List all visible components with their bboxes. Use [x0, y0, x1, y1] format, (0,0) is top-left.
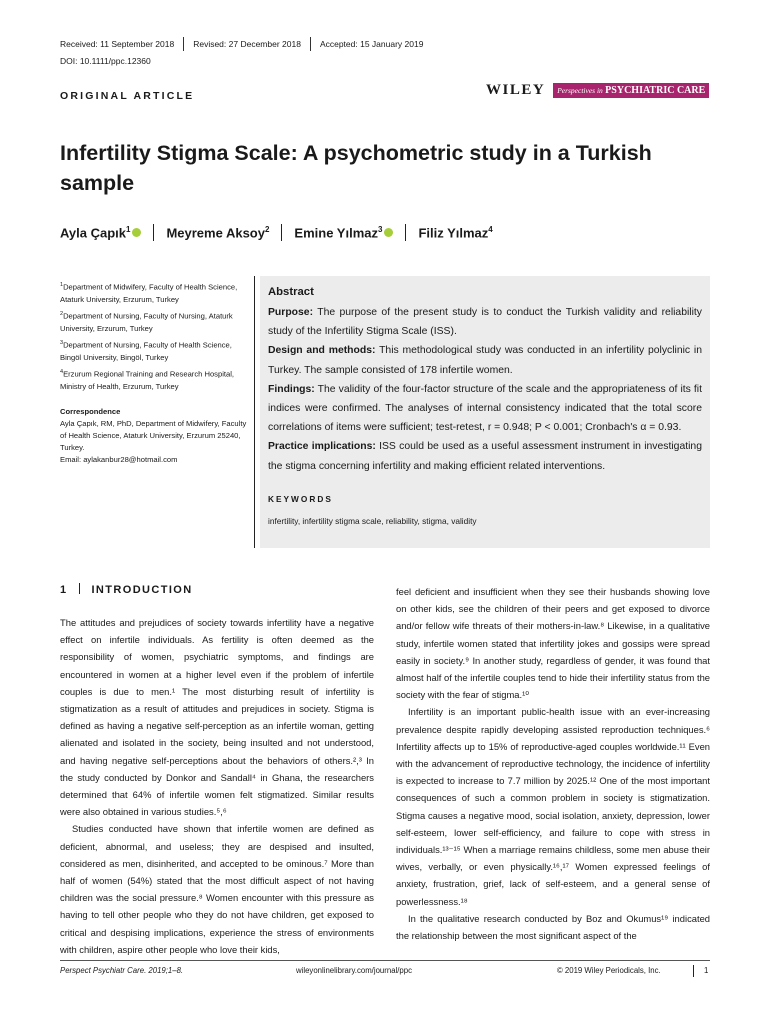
correspondence [60, 406, 250, 466]
paragraph: Studies conducted have shown that infertile women are defined as deficient, abnormal, and useless; they are despised and insulted, considered as men, disinherited, and accepted to be ominous.⁷ More than half of women (54%) stated that the most difficult aspect of not having children was the social pressure.⁸ Women encounter with this pressure as having to tell other people who they do not have children, get exposed to critical and despising implications, experience the stress of environments with children, aspire other people who love their kids, [60, 823, 374, 955]
divider [183, 37, 184, 51]
article-title: Infertility Stigma Scale: A psychometric study in a Turkish sample [60, 141, 652, 195]
abstract-box [260, 276, 710, 548]
paragraph: The attitudes and prejudices of society towards infertility have a negative effect on infertile individuals. As fertility is often deemed as the responsibility of women, psychiatric symptoms, and findings are encountered in women at a higher level even if the problem of infertile couples is due to men.¹ The most disturbing result of infertility is stigmatization as a result of attitudes and prejudices in society. Stigma is defined as having a negative self-perception as an infertile woman, getting alienated and isolated in the society, being insulted and not understood, and having negative self-perceptions about the behaviors of others.²,³ In the study conducted by Donkor and Sandall⁴ in Ghana, the researchers determined that 64% of infertile women felt stigmatized. Similar results were also obtained in various studies.⁵,⁶ [60, 617, 374, 818]
correspondence-email[interactable]: Email: aylakanbur28@hotmail.com [60, 455, 178, 464]
journal-logo-small: Perspectives in [557, 86, 603, 95]
abstract-purpose: Purpose: The purpose of the present study is to conduct the Turkish validity and reliability study of the Infertility Stigma Scale (ISS). [268, 307, 703, 338]
revised-date: Revised: 27 December 2018 [193, 39, 301, 49]
divider [153, 224, 154, 241]
article-type: ORIGINAL ARTICLE [60, 90, 195, 102]
affiliation: $^1$Department of Midwifery, Faculty of Health Science, Ataturk University, Erzurum, Turkey [60, 282, 238, 304]
abstract-design: Design and methods: This methodological study was conducted in an infertility polyclinic in Turkey. The sample consisted of 178 infertile women. [268, 345, 702, 376]
doi[interactable]: DOI: 10.1111/ppc.12360 [60, 56, 151, 66]
journal-logo [553, 83, 709, 98]
author[interactable]: Ayla Çapık$^1$ [60, 224, 131, 241]
page-number: 1 [704, 966, 709, 975]
divider [310, 37, 311, 51]
keywords: infertility, infertility stigma scale, reliability, stigma, validity [268, 516, 477, 527]
author[interactable]: Meyreme Aksoy$^2$ [166, 224, 270, 241]
abstract-heading: Abstract [268, 286, 314, 298]
received-date: Received: 11 September 2018 [60, 39, 175, 49]
divider [405, 224, 406, 241]
paragraph: feel deficient and insufficient when they see their husbands showing love on other kids, see the children of their peers and get exposed to divorce and/or fellow wife threats of their mothers-in-law.⁸ Likewise, in a qualitative study, infertile women stated that infertility jokes and gossips were spread easily in society.⁹ In another study, regardless of gender, it was found that almost half of the infertile couples tend to hide their infertility status from the society with the fear of stigma.¹⁰ [396, 586, 710, 701]
article-dates [60, 37, 423, 51]
divider [79, 583, 80, 594]
orcid-icon[interactable] [132, 228, 141, 237]
affiliation: $^4$Erzurum Regional Training and Research Hospital, Ministry of Health, Erzurum, Turkey [60, 369, 235, 391]
body-column-right [396, 583, 710, 944]
author[interactable]: Emine Yılmaz$^3$ [294, 224, 383, 241]
footer-copyright: © 2019 Wiley Periodicals, Inc. [557, 966, 661, 975]
footer-rule [60, 960, 710, 961]
paragraph: Infertility is an important public-health issue with an ever-increasing prevalence despite rapidly developing assisted reproduction techniques.⁶ Infertility affects up to 15% of reproductive-aged couples worldwide.¹¹ Even with the advancement of reproductive technology, the incidence of infertility is expected to increase to 7.7 million by 2025.¹² One of the most important consequences of such a common problem in society is stigmatization. Stigma causes a negative mood, social isolation, anxiety, depression, lower self-esteem, lower self-efficiency, and failure to cope with stress in individuals.¹³⁻¹⁵ When a marriage remains childless, some men abuse their wives, verbally, or even physically.¹⁶,¹⁷ Women expressed feelings of anxiety, frustration, grief, lack of self-esteem, and a general sense of powerlessness.¹⁸ [396, 706, 710, 907]
abstract-divider [254, 276, 255, 548]
affiliation: $^3$Department of Nursing, Faculty of Health Science, Bingöl University, Bingöl, Turkey [60, 340, 232, 362]
author[interactable]: Filiz Yılmaz$^4$ [418, 224, 493, 241]
abstract-practice: Practice implications: ISS could be used as a useful assessment instrument in investigating the stigma concerning infertility and making efficient related interventions. [268, 441, 702, 472]
divider [693, 965, 694, 977]
abstract-findings: Findings: The validity of the four-factor structure of the scale and the appropriateness of its fit indices were confirmed. The analyses of internal consistency indicated that the total score correlations of items were sufficient; test-retest, r = 0.948; P < 0.001; Cronbach's α = 0.93. [268, 383, 703, 434]
affiliation: $^2$Department of Nursing, Faculty of Nursing, Ataturk University, Erzurum, Turkey [60, 311, 233, 333]
section-heading: 1 INTRODUCTION [60, 584, 193, 596]
publisher-logo [486, 82, 709, 99]
footer-citation: Perspect Psychiatr Care. 2019;1–8. [60, 966, 184, 975]
footer-url[interactable]: wileyonlinelibrary.com/journal/ppc [296, 966, 412, 975]
journal-logo-big: PSYCHIATRIC CARE [605, 85, 706, 96]
correspondence-heading: Correspondence [60, 407, 121, 416]
paragraph: In the qualitative research conducted by Boz and Okumus¹⁹ indicated the relationship between the most significant aspect of the [396, 912, 710, 942]
orcid-icon[interactable] [384, 228, 393, 237]
author-list [60, 224, 493, 241]
wiley-logo: WILEY [486, 82, 546, 98]
body-column-left [60, 614, 374, 958]
accepted-date: Accepted: 15 January 2019 [319, 39, 424, 49]
divider [281, 224, 282, 241]
keywords-heading: KEYWORDS [268, 493, 333, 504]
correspondence-body: Ayla Çapık, RM, PhD, Department of Midwifery, Faculty of Health Science, Ataturk University, Erzurum 25240, Turkey. [60, 419, 247, 452]
